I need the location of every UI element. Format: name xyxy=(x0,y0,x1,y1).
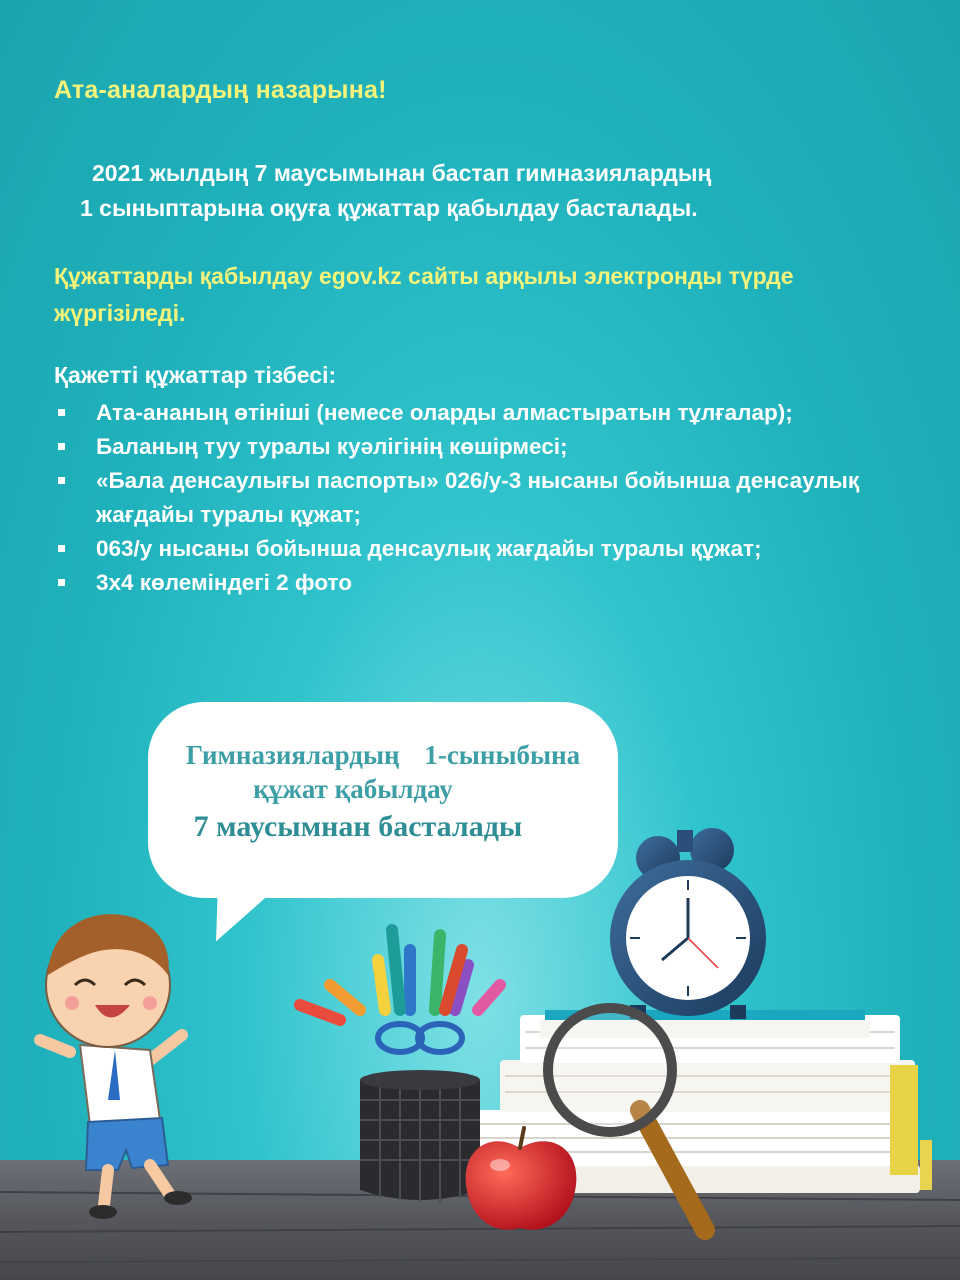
alarm-clock-icon xyxy=(610,828,766,1019)
bubble-line-1: Гимназиялардың 1-сыныбына xyxy=(185,740,581,770)
bubble-line-3: 7 маусымнан басталады xyxy=(193,810,523,843)
list-item-text: Ата-ананың өтініші (немесе оларды алмастыратын тұлғалар); xyxy=(96,400,793,425)
intro-line-1: 2021 жылдың 7 маусымынан бастап гимназиялардың xyxy=(92,160,712,186)
online-notice: Құжаттарды қабылдау egov.kz сайты арқылы электронды түрде жүргізіледі. xyxy=(54,263,794,326)
documents-title: Қажетті құжаттар тізбесі: xyxy=(54,362,337,388)
speech-bubble-text xyxy=(148,738,618,848)
list-item-text: Баланың туу туралы куәлігінің көшірмесі; xyxy=(96,434,568,459)
list-item-text: 3х4 көлеміндегі 2 фото xyxy=(96,570,352,595)
list-item-text: «Бала денсаулығы паспорты» 026/у-3 нысаны бойынша денсаулық жағдайы туралы құжат; xyxy=(96,468,860,527)
intro-line-2: 1 сыныптарына оқуға құжаттар қабылдау басталады. xyxy=(80,195,698,221)
list-item-text: 063/у нысаны бойынша денсаулық жағдайы туралы құжат; xyxy=(96,536,762,561)
bubble-line-2: құжат қабылдау xyxy=(253,774,453,804)
headline: Ата-аналардың назарына! xyxy=(54,76,387,104)
